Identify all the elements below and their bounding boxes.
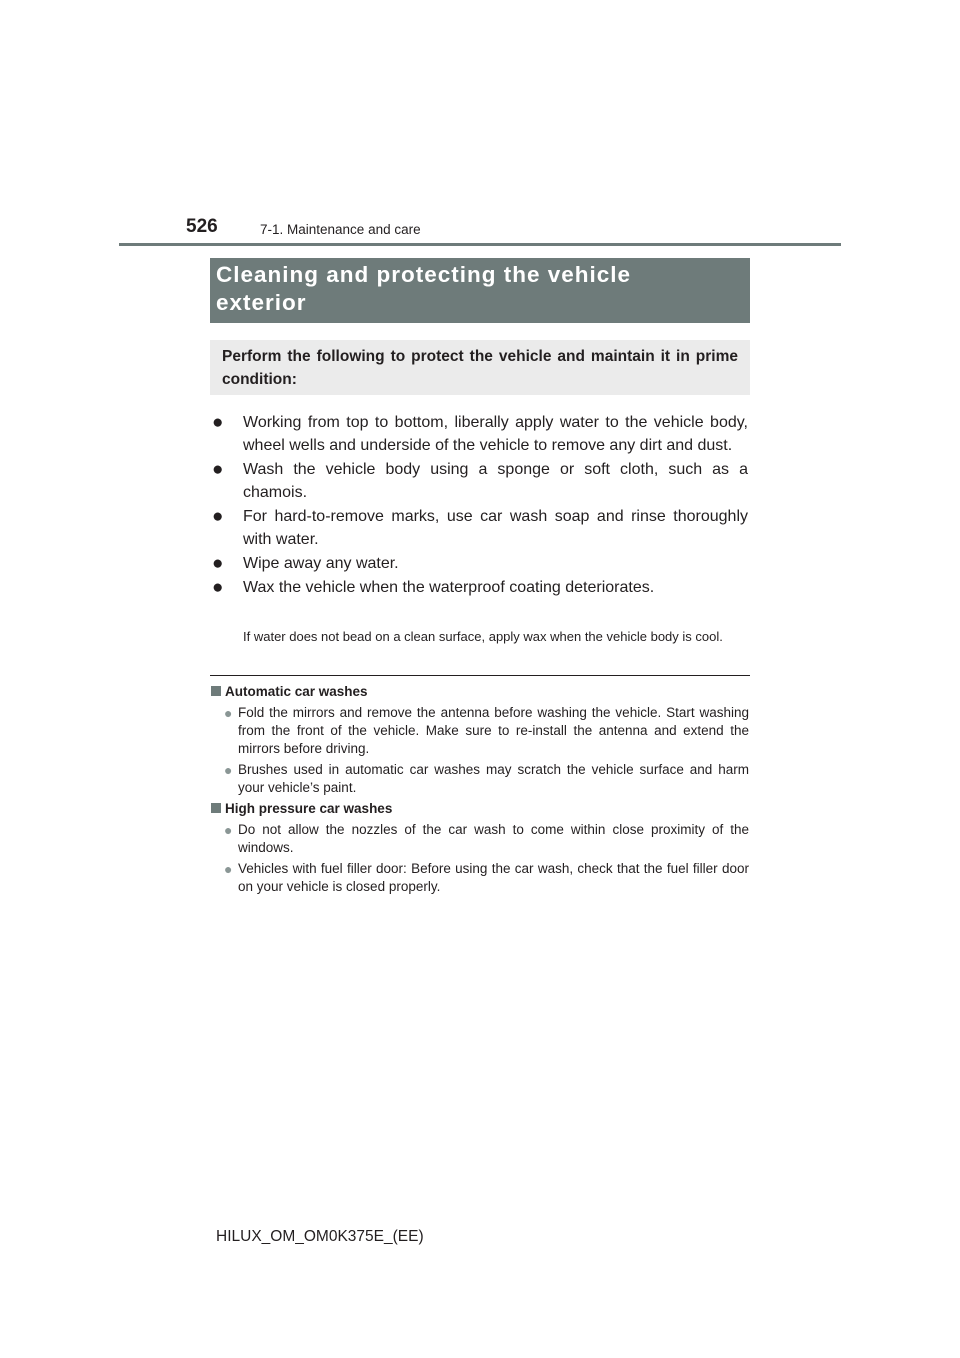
additional-info — [211, 683, 749, 896]
black-circle-icon: ● — [212, 459, 224, 480]
subsection-item — [211, 704, 749, 758]
section-label: 7-1. Maintenance and care — [260, 222, 421, 237]
page-title — [216, 261, 744, 317]
page-number: 526 — [186, 216, 218, 237]
procedure-step — [212, 576, 748, 599]
procedure-step — [212, 458, 748, 504]
subsection-item-text: Do not allow the nozzles of the car wash to come within close proximity of the windows. — [238, 822, 749, 855]
procedure-step-text: Wipe away any water. — [243, 555, 399, 572]
gray-square-icon — [211, 686, 221, 696]
black-circle-icon: ● — [212, 553, 224, 574]
subsection-item-text: Brushes used in automatic car washes may scratch the vehicle surface and harm your vehicle’s paint. — [238, 762, 749, 795]
subsection-heading-text: Automatic car washes — [225, 684, 368, 699]
subsection-item-text: Vehicles with fuel filler door: Before using the car wash, check that the fuel filler door on your vehicle is closed properly. — [238, 861, 749, 894]
procedure-step-text: Wax the vehicle when the waterproof coating deteriorates. — [243, 579, 655, 596]
procedure-step-text: Working from top to bottom, liberally apply water to the vehicle body, wheel wells and underside of the vehicle to remove any dirt and dust. — [243, 414, 748, 454]
gray-circle-icon: ● — [224, 762, 233, 778]
subsection-heading — [211, 800, 749, 818]
section-title-banner — [210, 258, 750, 323]
gray-circle-icon: ● — [224, 861, 233, 877]
black-circle-icon: ● — [212, 577, 224, 598]
page-title-line-2: exterior — [216, 290, 307, 315]
gray-circle-icon: ● — [224, 822, 233, 838]
subsection-heading — [211, 683, 749, 701]
intro-box — [210, 340, 750, 395]
procedure-list — [212, 411, 748, 600]
procedure-step-text: Wash the vehicle body using a sponge or soft cloth, such as a chamois. — [243, 461, 748, 501]
subsection-item — [211, 860, 749, 896]
document-code-footer: HILUX_OM_OM0K375E_(EE) — [216, 1228, 424, 1245]
gray-circle-icon: ● — [224, 705, 233, 721]
gray-square-icon — [211, 803, 221, 813]
subsection-item-text: Fold the mirrors and remove the antenna before washing the vehicle. Start washing from the front of the vehicle. Make sure to re-install the antenna and extend the mirrors before driving. — [238, 705, 749, 756]
subsection-item — [211, 761, 749, 797]
procedure-step-text: For hard-to-remove marks, use car wash soap and rinse thoroughly with water. — [243, 508, 748, 548]
header-divider — [119, 243, 841, 246]
black-circle-icon: ● — [212, 506, 224, 527]
section-divider — [210, 675, 750, 676]
wax-note: If water does not bead on a clean surface, apply wax when the vehicle body is cool. — [243, 629, 723, 644]
black-circle-icon: ● — [212, 412, 224, 433]
procedure-step — [212, 411, 748, 457]
subsection-item — [211, 821, 749, 857]
page-title-line-1: Cleaning and protecting the vehicle — [216, 262, 632, 287]
procedure-step — [212, 552, 748, 575]
procedure-step — [212, 505, 748, 551]
subsection-heading-text: High pressure car washes — [225, 801, 393, 816]
intro-text: Perform the following to protect the vehicle and maintain it in prime condition: — [222, 348, 738, 388]
